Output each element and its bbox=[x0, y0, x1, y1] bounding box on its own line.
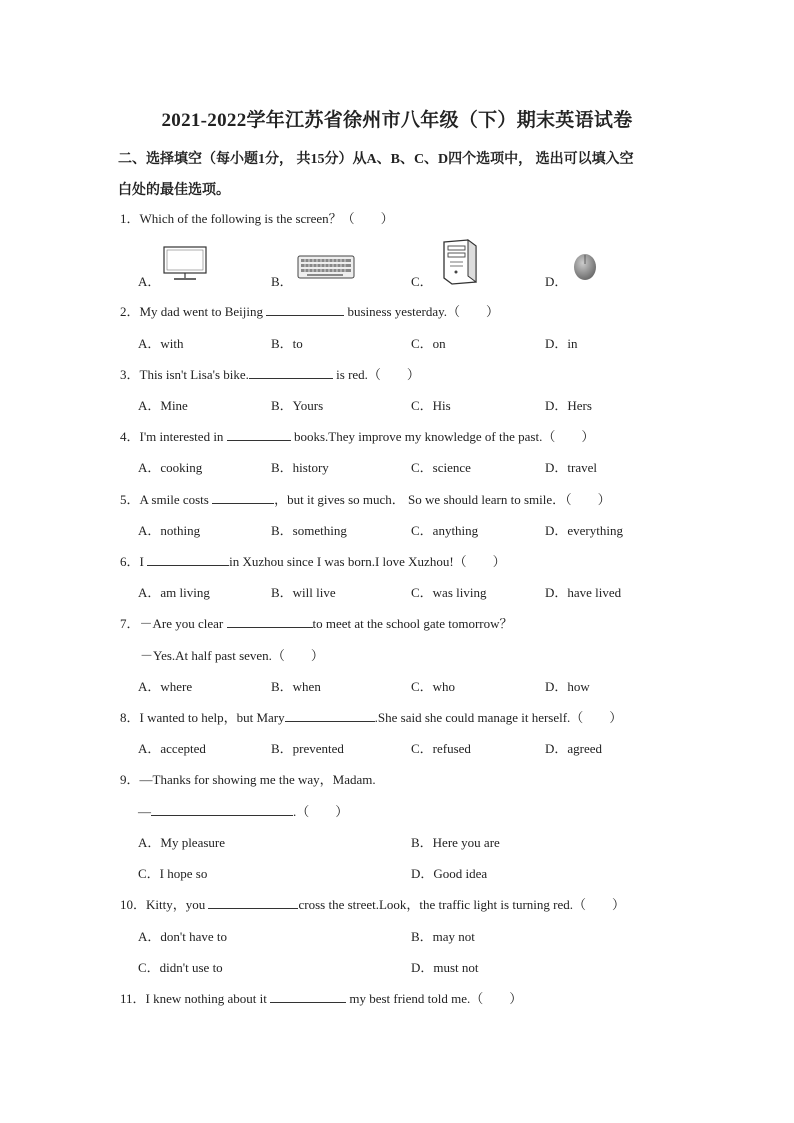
option-5d: D．everything bbox=[545, 523, 623, 538]
answer-blank bbox=[227, 428, 291, 441]
option-9a: A．My pleasure bbox=[138, 835, 226, 850]
option-3d: D．Hers bbox=[545, 398, 592, 413]
question-3: 3．This isn't Lisa's bike. is red.（ ） bbox=[120, 367, 420, 382]
question-9-reply: — .（ ） bbox=[138, 804, 349, 819]
option-4b: B．history bbox=[271, 460, 329, 475]
option-8a: A．accepted bbox=[138, 741, 206, 756]
question-7: 7．－Are you clear to meet at the school gate tomorrow？ bbox=[120, 616, 513, 631]
option-4c: C．science bbox=[411, 460, 471, 475]
question-8: 8．I wanted to help，but Mary .She said she could manage it herself.（ ） bbox=[120, 710, 623, 725]
option-1d: D． bbox=[545, 274, 568, 289]
option-6d: D．have lived bbox=[545, 585, 622, 600]
option-4d: D．travel bbox=[545, 460, 597, 475]
option-6b: B．will live bbox=[271, 585, 336, 600]
option-3b: B．Yours bbox=[271, 398, 324, 413]
option-5a: A．nothing bbox=[138, 523, 201, 538]
question-1: 1．Which of the following is the screen？（ ） bbox=[120, 211, 394, 226]
option-8c: C．refused bbox=[411, 741, 471, 756]
answer-blank bbox=[227, 615, 313, 628]
answer-blank bbox=[147, 553, 229, 566]
question-7-reply: －Yes.At half past seven.（ ） bbox=[140, 648, 324, 663]
section-instruction-line1: 二、选择填空（每小题1分， 共15分）从A、B、C、D四个选项中， 选出可以填入空 bbox=[118, 152, 634, 167]
option-2c: C．on bbox=[411, 336, 446, 351]
option-2d: D．in bbox=[545, 336, 578, 351]
option-1a: A． bbox=[138, 274, 161, 289]
option-2a: A．with bbox=[138, 336, 184, 351]
option-7d: D．how bbox=[545, 679, 590, 694]
question-9: 9．—Thanks for showing me the way，Madam. bbox=[120, 772, 376, 787]
option-10c: C．didn't use to bbox=[138, 960, 223, 975]
option-4a: A．cooking bbox=[138, 460, 203, 475]
question-4: 4．I'm interested in books.They improve my knowledge of the past.（ ） bbox=[120, 429, 595, 444]
question-2: 2．My dad went to Beijing business yesterday.（ ） bbox=[120, 304, 500, 319]
monitor-icon bbox=[162, 245, 208, 283]
option-9b: B．Here you are bbox=[411, 835, 500, 850]
option-7c: C．who bbox=[411, 679, 456, 694]
keyboard-icon bbox=[297, 254, 355, 280]
section-instruction-line2: 白处的最佳选项。 bbox=[118, 183, 230, 198]
option-6a: A．am living bbox=[138, 585, 210, 600]
option-2b: B．to bbox=[271, 336, 303, 351]
question-10: 10．Kitty，you cross the street.Look，the traffic light is turning red.（ ） bbox=[120, 897, 625, 912]
question-6: 6．I in Xuzhou since I was born.I love Xuzhou!（ ） bbox=[120, 554, 506, 569]
page-title: 2021-2022学年江苏省徐州市八年级（下）期末英语试卷 bbox=[161, 110, 633, 131]
option-6c: C．was living bbox=[411, 585, 487, 600]
section-heading bbox=[118, 144, 688, 206]
option-3a: A．Mine bbox=[138, 398, 188, 413]
option-10d: D．must not bbox=[411, 960, 479, 975]
answer-blank bbox=[151, 803, 293, 816]
answer-blank bbox=[208, 896, 298, 909]
option-5c: C．anything bbox=[411, 523, 479, 538]
question-11: 11．I knew nothing about it my best friend told me.（ ） bbox=[120, 991, 523, 1006]
option-8d: D．agreed bbox=[545, 741, 603, 756]
option-5b: B．something bbox=[271, 523, 347, 538]
option-9d: D．Good idea bbox=[411, 866, 488, 881]
option-10b: B．may not bbox=[411, 929, 475, 944]
computer-case-icon bbox=[438, 238, 480, 286]
answer-blank bbox=[212, 491, 274, 504]
option-10a: A．don't have to bbox=[138, 929, 227, 944]
answer-blank bbox=[285, 709, 375, 722]
question-5: 5．A smile costs ，but it gives so much． So we should learn to smile．（ ） bbox=[120, 492, 611, 507]
option-8b: B．prevented bbox=[271, 741, 344, 756]
option-7a: A．where bbox=[138, 679, 193, 694]
option-3c: C．His bbox=[411, 398, 451, 413]
answer-blank bbox=[270, 990, 346, 1003]
option-9c: C．I hope so bbox=[138, 866, 208, 881]
mouse-icon bbox=[571, 252, 599, 282]
option-1b: B． bbox=[271, 274, 293, 289]
option-7b: B．when bbox=[271, 679, 321, 694]
answer-blank bbox=[249, 366, 333, 379]
option-1c: C． bbox=[411, 274, 433, 289]
answer-blank bbox=[266, 303, 344, 316]
